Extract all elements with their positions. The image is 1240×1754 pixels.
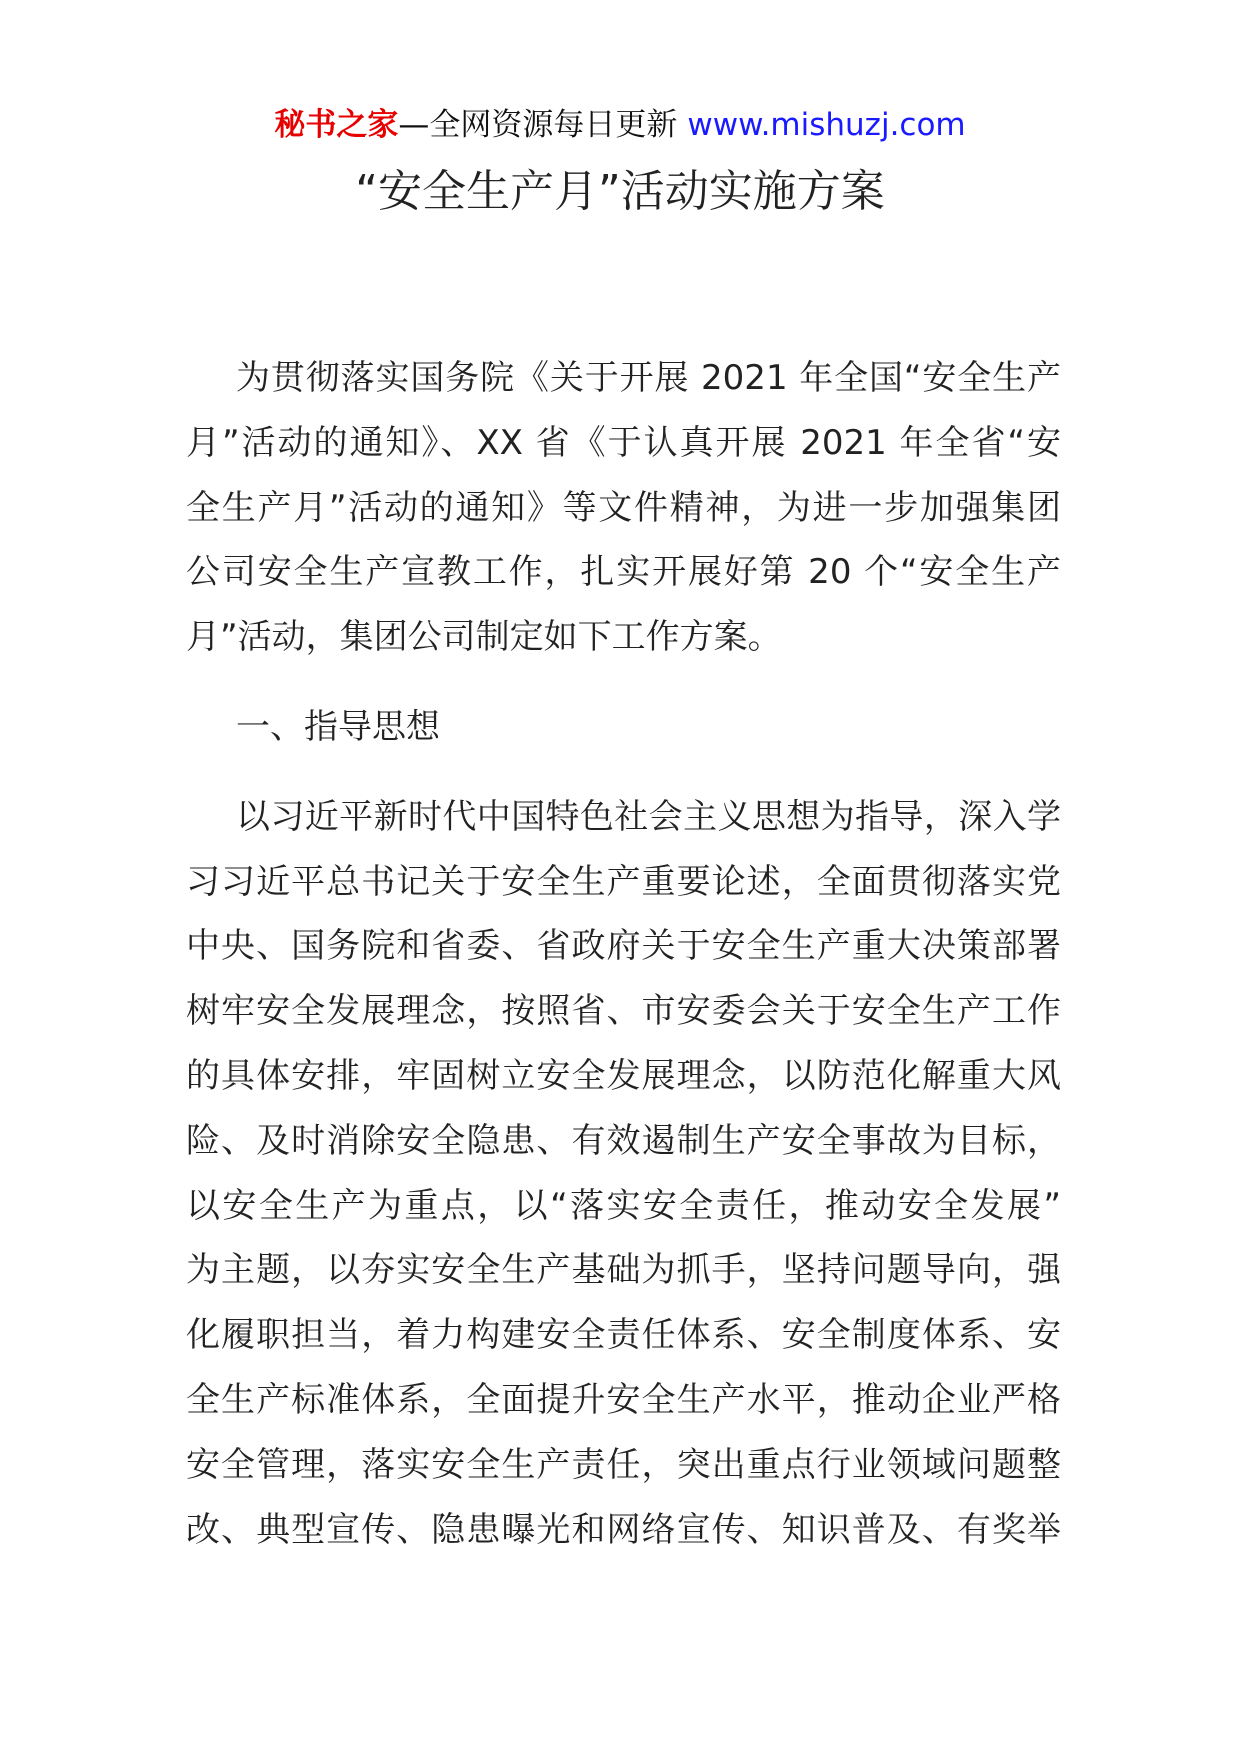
header-slogan: —全网资源每日更新: [398, 107, 678, 143]
site-url-link[interactable]: www.mishuzj.com: [687, 107, 966, 143]
section-heading: 一、指导思想: [236, 706, 440, 747]
paragraph-line: 月”活动，集团公司制定如下工作方案。: [186, 617, 782, 658]
section-heading-guiding-ideology: [186, 695, 1061, 760]
paragraph-line: 习习近平总书记关于安全生产重要论述，全面贯彻落实党: [186, 861, 1061, 902]
paragraph-line: 以习近平新时代中国特色社会主义思想为指导，深入学: [236, 796, 1061, 837]
brand-name: 秘书之家: [274, 107, 399, 143]
paragraph-line: 的具体安排，牢固树立安全发展理念，以防范化解重大风: [186, 1055, 1061, 1096]
paragraph-line: 中央、国务院和省委、省政府关于安全生产重大决策部署: [186, 926, 1061, 967]
paragraph-line: 安全管理，落实安全生产责任，突出重点行业领域问题整: [186, 1444, 1061, 1485]
document-title: “安全生产月”活动实施方案: [355, 166, 885, 217]
paragraph-line: 以安全生产为重点，以“落实安全责任，推动安全发展”: [186, 1185, 1061, 1226]
paragraph-line: 月”活动的通知》、XX 省《于认真开展 2021 年全省“安: [186, 422, 1061, 463]
paragraph-line: 树牢安全发展理念，按照省、市安委会关于安全生产工作: [186, 991, 1061, 1032]
paragraph-line: 全生产月”活动的通知》等文件精神，为进一步加强集团: [186, 487, 1061, 528]
paragraph-line: 险、及时消除安全隐患、有效遏制生产安全事故为目标，: [186, 1120, 1061, 1161]
paragraph-line: 改、典型宣传、隐患曝光和网络宣传、知识普及、有奖举: [186, 1509, 1061, 1550]
paragraph-line: 为贯彻落实国务院《关于开展 2021 年全国“安全生产: [236, 358, 1061, 398]
paragraph-line: 化履职担当，着力构建安全责任体系、安全制度体系、安: [186, 1315, 1061, 1356]
paragraph-line: 全生产标准体系，全面提升安全生产水平，推动企业严格: [186, 1379, 1061, 1420]
paragraph-guiding-ideology: [186, 785, 1061, 1563]
paragraph-intro: [186, 346, 1061, 670]
paragraph-line: 为主题，以夯实安全生产基础为抓手，坚持问题导向，强: [186, 1250, 1061, 1291]
document-body: [186, 346, 1061, 1562]
site-header: [0, 100, 1240, 150]
paragraph-line: 公司安全生产宣教工作，扎实开展好第 20 个“安全生产: [186, 552, 1061, 593]
